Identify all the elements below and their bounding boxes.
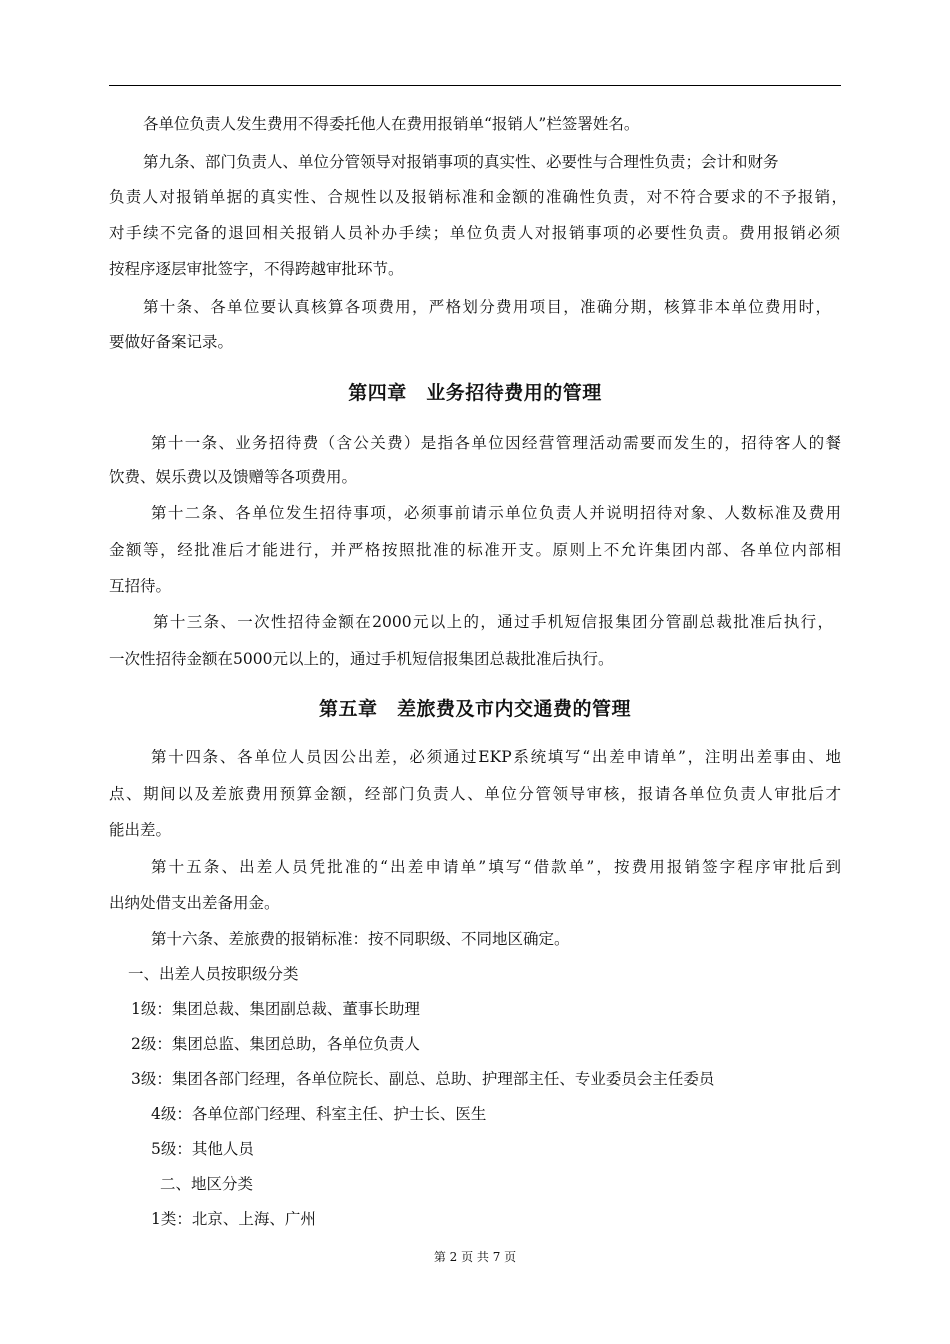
paragraph-line: 要做好备案记录。	[109, 333, 234, 351]
paragraph-line: 第十三条、一次性招待金额在2000元以上的，通过手机短信报集团分管副总裁批准后执行，	[153, 613, 833, 631]
list-item: 一、出差人员按职级分类	[128, 965, 299, 983]
list-item: 1类：北京、上海、广州	[151, 1210, 316, 1228]
paragraph-line: 一次性招待金额在5000元以上的，通过手机短信报集团总裁批准后执行。	[109, 650, 614, 668]
paragraph-line: 负责人对报销单据的真实性、合规性以及报销标准和金额的准确性负责，对不符合要求的不予报销，	[109, 188, 847, 206]
list-item: 5级：其他人员	[151, 1140, 254, 1158]
paragraph-line: 第十条、各单位要认真核算各项费用，严格划分费用项目，准确分期，核算非本单位费用时，	[143, 298, 831, 316]
paragraph-line: 点、期间以及差旅费用预算金额，经部门负责人、单位分管领导审核，报请各单位负责人审批后才	[109, 785, 841, 803]
paragraph-line: 各单位负责人发生费用不得委托他人在费用报销单“报销人”栏签署姓名。	[143, 115, 640, 133]
list-item: 2级：集团总监、集团总助，各单位负责人	[131, 1035, 420, 1053]
paragraph-line: 第十五条、出差人员凭批准的“出差申请单”填写“借款单”，按费用报销签字程序审批后到	[151, 858, 841, 876]
paragraph-line: 金额等，经批准后才能进行，并严格按照批准的标准开支。原则上不允许集团内部、各单位内部相	[109, 541, 841, 559]
paragraph-line: 第十六条、差旅费的报销标准：按不同职级、不同地区确定。	[151, 930, 570, 948]
list-item: 二、地区分类	[160, 1175, 254, 1193]
list-item: 3级：集团各部门经理，各单位院长、副总、总助、护理部主任、专业委员会主任委员	[131, 1070, 715, 1088]
page-footer: 第 2 页 共 7 页	[433, 1250, 517, 1264]
paragraph-line: 饮费、娱乐费以及馈赠等各项费用。	[109, 468, 358, 486]
chapter-heading: 第五章 差旅费及市内交通费的管理	[318, 698, 631, 720]
paragraph-line: 互招待。	[109, 577, 172, 595]
list-item: 1级：集团总裁、集团副总裁、董事长助理	[131, 1000, 420, 1018]
paragraph-line: 出纳处借支出差备用金。	[109, 894, 280, 912]
paragraph-line: 对手续不完备的退回相关报销人员补办手续；单位负责人对报销事项的必要性负责。费用报销必须	[109, 224, 840, 242]
list-item: 4级：各单位部门经理、科室主任、护士长、医生	[151, 1105, 487, 1123]
paragraph-line: 能出差。	[109, 821, 172, 839]
header-rule	[109, 85, 841, 86]
paragraph-line: 第十二条、各单位发生招待事项，必须事前请示单位负责人并说明招待对象、人数标准及费用	[151, 504, 841, 522]
paragraph-line: 第九条、部门负责人、单位分管领导对报销事项的真实性、必要性与合理性负责；会计和财务	[143, 153, 779, 171]
paragraph-line: 第十四条、各单位人员因公出差，必须通过EKP系统填写“出差申请单”，注明出差事由、地	[151, 748, 841, 766]
paragraph-line: 第十一条、业务招待费（含公关费）是指各单位因经营管理活动需要而发生的，招待客人的餐	[151, 434, 841, 452]
chapter-heading: 第四章 业务招待费用的管理	[348, 382, 602, 404]
paragraph-line: 按程序逐层审批签字，不得跨越审批环节。	[109, 260, 404, 278]
